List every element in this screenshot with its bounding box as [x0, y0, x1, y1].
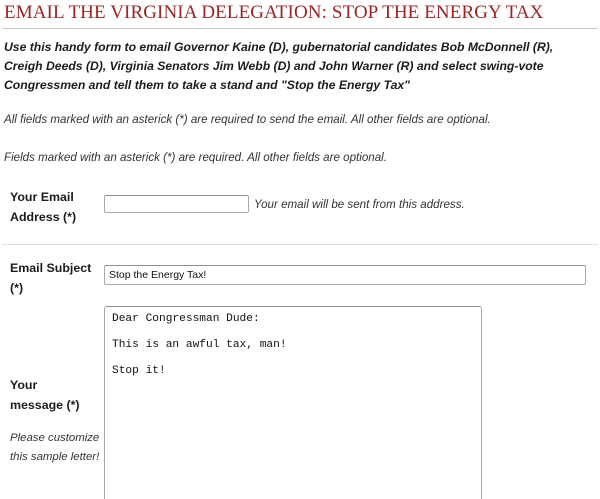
required-fields-note-secondary: Fields marked with an asterick (*) are required. All other fields are optional. [4, 151, 387, 164]
subject-field[interactable]: Stop the Energy Tax! [104, 265, 586, 285]
required-fields-note: All fields marked with an asterick (*) are required to send the email. All other fields are optional. [4, 113, 491, 126]
email-field-label: Your Email Address (*) [10, 190, 77, 224]
message-line: Stop it! [112, 365, 166, 377]
title-divider [2, 28, 598, 29]
form-divider [2, 244, 598, 245]
subject-field-label: Email Subject (*) [10, 261, 92, 295]
page-title: EMAIL THE VIRGINIA DELEGATION: STOP THE ENERGY TAX [4, 2, 544, 23]
email-field-help: Your email will be sent from this address. [254, 198, 465, 211]
message-line: Dear Congressman Dude: [112, 313, 260, 325]
message-line: This is an awful tax, man! [112, 339, 287, 351]
message-field-label: Your message (*) [10, 378, 80, 412]
intro-text: Use this handy form to email Governor Kaine (D), gubernatorial candidates Bob McDonnell (R), Creigh Deeds (D), Virginia Senators Jim Webb (D) and John Warner (R) and select swing-vote Congressmen and tell them to take a stand and "Stop the Energy Tax" [4, 40, 554, 92]
message-field-hint: Please customize this sample letter! [10, 432, 100, 463]
email-field[interactable] [104, 195, 249, 213]
message-textarea[interactable] [104, 306, 482, 499]
